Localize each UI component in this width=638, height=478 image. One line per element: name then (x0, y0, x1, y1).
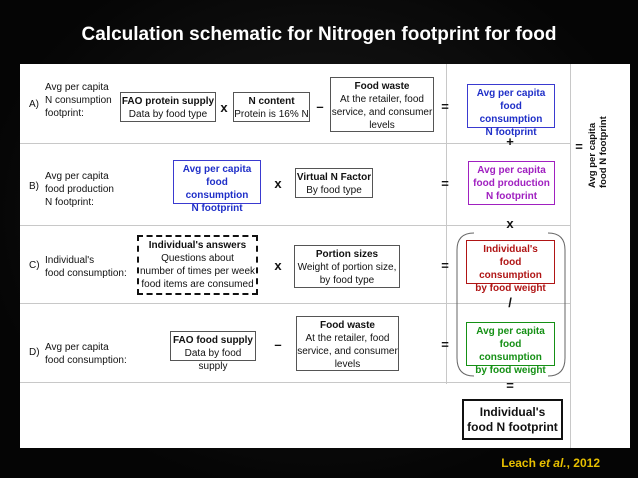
column-divider (570, 64, 571, 448)
equals-operator: = (506, 378, 514, 393)
equals-operator: = (441, 337, 449, 352)
row-b-text: Avg per capita food production N footprint: (45, 171, 114, 208)
food-waste-box-a: Food waste At the retailer, food service, and consumer levels (330, 77, 434, 132)
multiply-operator: x (274, 176, 282, 191)
multiply-operator: x (506, 216, 514, 231)
food-waste-box-d: Food waste At the retailer, food service, and consumer levels (296, 316, 399, 371)
portion-sizes-box: Portion sizes Weight of portion size, by food type (294, 245, 400, 288)
individuals-answers-box: Individual's answers Questions about number of times per week food items are consumed (137, 235, 258, 295)
avg-consumption-n-footprint-box: Avg per capita food consumption N footprint (467, 84, 555, 128)
fao-protein-supply-box: FAO protein supply Data by food type (120, 92, 216, 122)
row-d-label: D) (29, 347, 40, 358)
avg-production-n-footprint-box: Avg per capita food production N footprint (468, 161, 555, 205)
individual-food-n-footprint-box: Individual's food N footprint (462, 399, 563, 440)
virtual-n-factor-box: Virtual N Factor By food type (295, 168, 373, 198)
avg-food-consumption-weight-box: Avg per capita food consumption by food weight (466, 322, 555, 366)
grouping-parentheses (456, 230, 566, 380)
plus-operator: + (506, 134, 514, 149)
minus-operator: – (274, 337, 282, 352)
row-divider (20, 143, 570, 144)
side-equals-operator: = (575, 139, 583, 154)
row-divider (20, 225, 570, 226)
multiply-operator: x (220, 100, 228, 115)
svg-text:food N footprint: food N footprint (598, 116, 609, 188)
equals-operator: = (441, 176, 449, 191)
svg-text:Avg per capita: Avg per capita (587, 122, 598, 188)
equals-operator: = (441, 99, 449, 114)
multiply-operator: x (274, 258, 282, 273)
individual-food-consumption-box: Individual's food consumption by food weight (466, 240, 555, 284)
row-a-text: Avg per capita N consumption footprint: (45, 82, 112, 119)
divide-operator: / (508, 295, 512, 310)
equals-operator: = (441, 258, 449, 273)
slide-title: Calculation schematic for Nitrogen footprint for food (81, 24, 557, 45)
row-b-label: B) (29, 181, 39, 192)
citation-credit: Leach et al., 2012 (501, 456, 600, 470)
fao-food-supply-box: FAO food supply Data by food supply (170, 331, 256, 361)
minus-operator: – (316, 99, 324, 114)
avg-consumption-n-footprint-input-box: Avg per capita food consumption N footprint (173, 160, 261, 204)
row-c-text: Individual's food consumption: (45, 255, 127, 279)
row-divider (20, 382, 570, 383)
row-a-label: A) (29, 99, 39, 110)
row-c-label: C) (29, 260, 40, 271)
row-d-text: Avg per capita food consumption: (45, 342, 127, 366)
side-label (583, 100, 613, 190)
n-content-box: N content Protein is 16% N (233, 92, 310, 122)
